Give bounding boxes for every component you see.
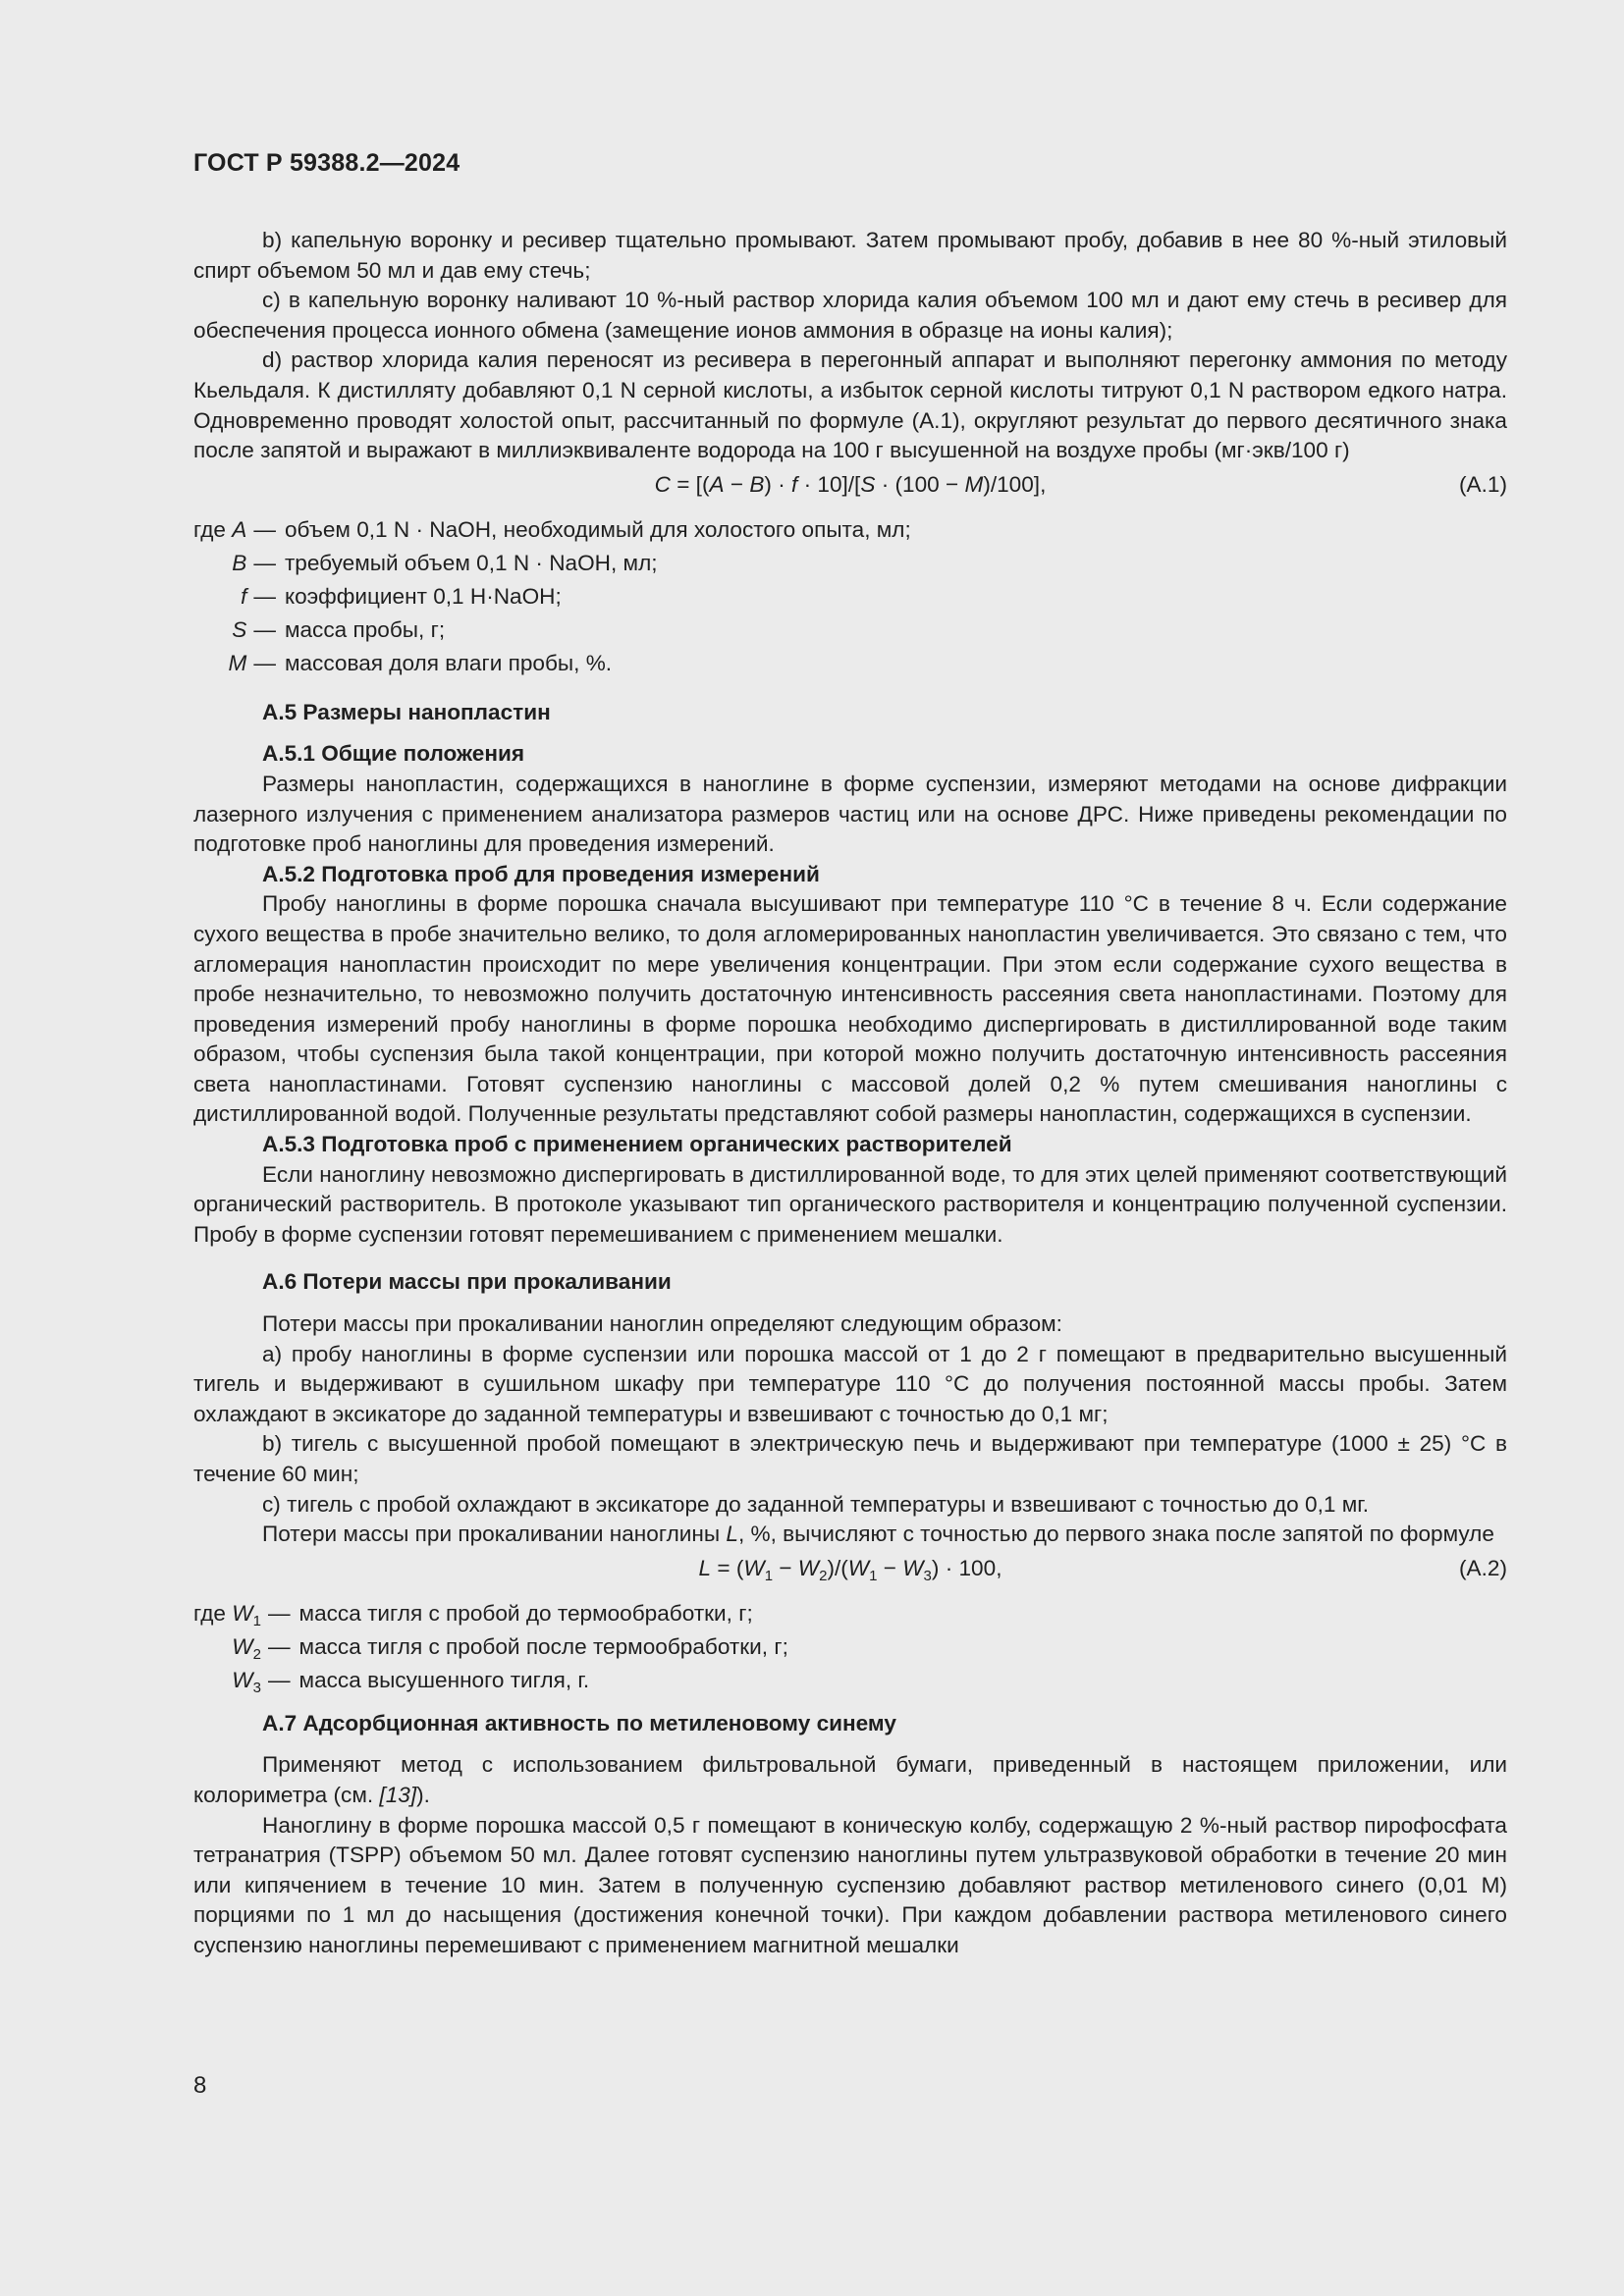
paragraph-a7-method: Применяют метод с использованием фильтровальной бумаги, приведенный в настоящем приложении, или колориметра (см. [13]).	[193, 1752, 1507, 1807]
page-header-title: ГОСТ Р 59388.2—2024	[193, 149, 460, 177]
formula-a2	[193, 1554, 1507, 1587]
item-c-ignition: c) тигель с пробой охлаждают в эксикаторе до заданной температуры и взвешивают с точностью до 0,1 мг.	[262, 1491, 1370, 1517]
item-b-ignition: b) тигель с высушенной пробой помещают в электрическую печь и выдерживают при температуре (1000 ± 25) °С в течение 60 мин;	[193, 1431, 1507, 1486]
paragraph-a6-intro: Потери массы при прокаливании наноглин определяют следующим образом:	[262, 1311, 1062, 1337]
formula-a1-number: (А.1)	[1459, 471, 1507, 497]
heading-a6: А.6 Потери массы при прокаливании	[262, 1269, 672, 1295]
item-a-ignition: а) пробу наноглины в форме суспензии или порошка массой от 1 до 2 г помещают в предварительно высушенный тигель и выдерживают в сушильном шкафу при температуре 110 °С до получения постоянной массы пробы. Затем охлаждают в эксикаторе до заданной температуры и взвешивают с точностью до 0,1 мг;	[193, 1341, 1507, 1426]
page-number: 8	[193, 2072, 207, 2099]
item-c-kjeldahl: c) в капельную воронку наливают 10 %-ный раствор хлорида калия объемом 100 мл и дают ему стечь в ресивер для обеспечения процесса ионного обмена (замещение ионов аммония в образце на ионы калия);	[193, 288, 1507, 343]
heading-a7: А.7 Адсорбционная активность по метиленовому синему	[262, 1710, 896, 1735]
formula-a1	[193, 470, 1507, 504]
formula-a1-expression: C = [(A − B) · f · 10]/[S · (100 − M)/100],	[654, 471, 1047, 497]
heading-a5-1: А.5.1 Общие положения	[262, 741, 525, 767]
heading-a5-2: А.5.2 Подготовка проб для проведения измерений	[262, 861, 820, 886]
definition-row: B — требуемый объем 0,1 N · NaOH, мл;	[232, 550, 658, 575]
paragraph-a5-2: Пробу наноглины в форме порошка сначала высушивают при температуре 110 °С в течение 8 ч. Если содержание сухого вещества в пробе значительно велико, то доля агломерированных нанопластин увеличивается. Это связано с тем, что агломерация нанопластин происходит по мере увеличения концентрации. При этом если содержание сухого вещества в пробе незначительно, то невозможно получить достаточную интенсивность рассеяния света нанопластинами. Поэтому для проведения измерений пробу наноглины в форме порошка необходимо диспергировать в дистиллированной воде таким образом, чтобы суспензия была такой концентрации, при которой можно получить достаточную интенсивность рассеяния света нанопластинами. Готовят суспензию наноглины с массовой долей 0,2 % путем смешивания наноглины с дистиллированной водой. Полученные результаты представляют собой размеры нанопластин, содержащихся в суспензии.	[193, 891, 1507, 1127]
definition-row: S — масса пробы, г;	[232, 616, 446, 642]
item-b-kjeldahl: b) капельную воронку и ресивер тщательно промывают. Затем промывают пробу, добавив в нее 80 %-ный этиловый спирт объемом 50 мл и дав ему стечь;	[193, 228, 1507, 283]
page-content	[193, 226, 1507, 1961]
heading-a5-3: А.5.3 Подготовка проб с применением органических растворителей	[262, 1132, 1012, 1157]
definition-row: $W_2$ — масса тигля с пробой после термообработки, г;	[232, 1633, 788, 1663]
formula-a2-number: (А.2)	[1459, 1555, 1507, 1580]
formula-a1-definitions	[193, 513, 911, 680]
definition-row: $W_3$ — масса высушенного тигля, г.	[232, 1667, 590, 1696]
item-d-kjeldahl: d) раствор хлорида калия переносят из ресивера в перегонный аппарат и выполняют перегонку аммония по методу Кьельдаля. К дистилляту добавляют 0,1 N серной кислоты, а избыток серной кислоты титруют 0,1 N раствором едкого натра. Одновременно проводят холостой опыт, рассчитанный по формуле (А.1), округляют результат до первого десятичного знака после запятой и выражают в миллиэквиваленте водорода на 100 г высушенной на воздухе пробы (мг·экв/100 г)	[193, 347, 1507, 463]
definition-row: где $W_1$ — масса тигля с пробой до термообработки, г;	[193, 1600, 753, 1629]
paragraph-a7-procedure: Наноглину в форме порошка массой 0,5 г помещают в коническую колбу, содержащую 2 %-ный раствор пирофосфата тетранатрия (TSPP) объемом 50 мл. Далее готовят суспензию наноглины путем ультразвуковой обработки в течение 20 мин или кипячением в течение 10 мин. Затем в полученную суспензию добавляют раствор метиленового синего (0,01 М) порциями по 1 мл до насыщения (достижения конечной точки). При каждом добавлении раствора метиленового синего суспензию наноглины перемешивают с применением магнитной мешалки	[193, 1812, 1507, 1957]
paragraph-a6-formula-intro: Потери массы при прокаливании наноглины L, %, вычисляют с точностью до первого знака после запятой по формуле	[262, 1522, 1494, 1547]
definition-row: M — массовая доля влаги пробы, %.	[228, 650, 613, 675]
formula-a2-expression: $L = (W_1 - W_2)/(W_1 - W_3) \cdot 100$,	[698, 1555, 1002, 1584]
definition-row: где A — объем 0,1 N · NaOH, необходимый для холостого опыта, мл;	[193, 516, 911, 542]
formula-a2-definitions	[193, 1597, 788, 1697]
heading-a5: А.5 Размеры нанопластин	[262, 699, 551, 724]
definition-row: f — коэффициент 0,1 Н·NaOH;	[241, 583, 562, 609]
reference-link: [13]	[379, 1782, 417, 1807]
paragraph-a5-1: Размеры нанопластин, содержащихся в наноглине в форме суспензии, измеряют методами на основе дифракции лазерного излучения с применением анализатора размеров частиц или на основе ДРС. Ниже приведены рекомендации по подготовке проб наноглины для проведения измерений.	[193, 771, 1507, 857]
paragraph-a5-3: Если наноглину невозможно диспергировать в дистиллированной воде, то для этих целей применяют соответствующий органический растворитель. В протоколе указывают тип органического растворителя и концентрацию полученной суспензии. Пробу в форме суспензии готовят перемешиванием с применением мешалки.	[193, 1161, 1507, 1247]
